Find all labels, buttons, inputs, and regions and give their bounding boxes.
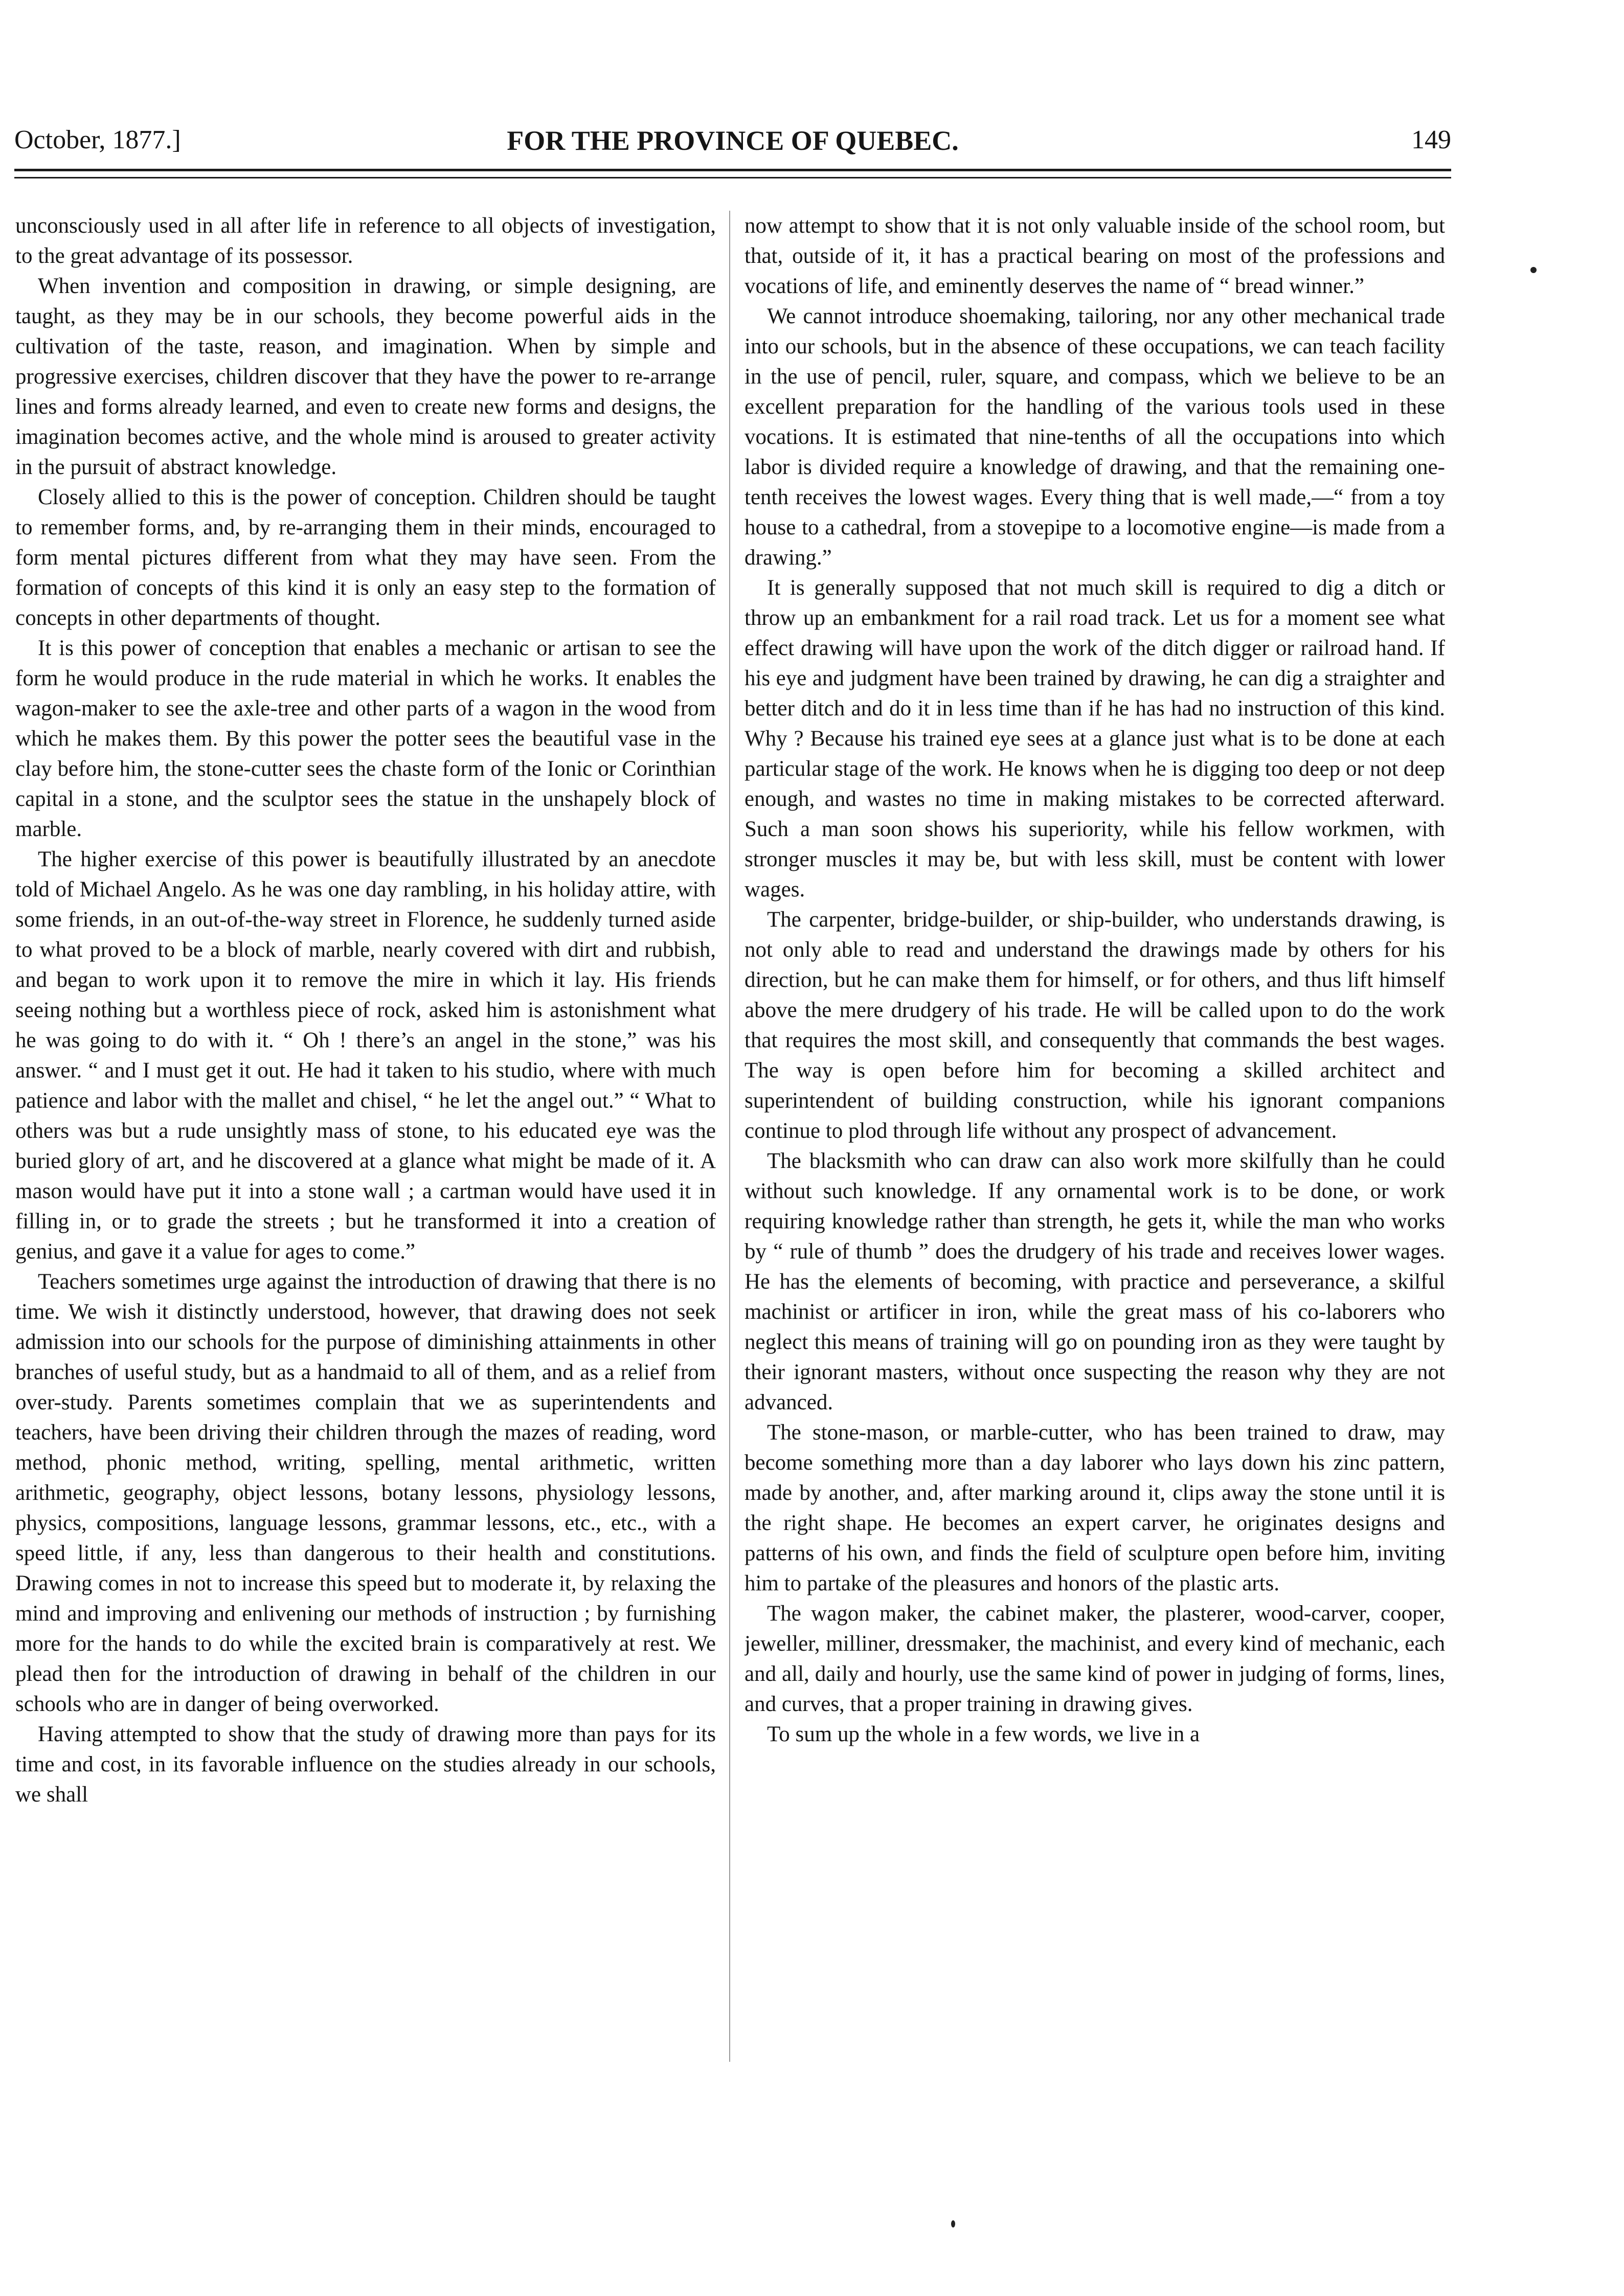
right-column <box>745 211 1445 2103</box>
right-paragraph: now attempt to show that it is not only valuable inside of the school room, but that, outside of it, it has a practical bearing on most of the professions and vocations of life, and eminently deserves the name of “ bread winner.” <box>745 214 1445 298</box>
left-paragraph: When invention and composition in drawing, or simple designing, are taught, as they may be in our schools, they become powerful aids in the cultivation of the taste, reason, and imagination. When by simple and progressive exercises, children discover that they have the power to re-arrange lines and forms already learned, and even to create new forms and designs, the imagination becomes active, and the whole mind is aroused to greater activity in the pursuit of abstract knowledge. <box>15 274 716 479</box>
running-header <box>14 116 1451 172</box>
right-paragraph: The carpenter, bridge-builder, or ship-builder, who understands drawing, is not only able to read and understand the drawings made by others for his direction, but he can make them for himself, or for others, and thus lift himself above the mere drudgery of his trade. He will be called upon to do the work that requires the most skill, and consequently that commands the best wages. The way is open before him for becoming a skilled architect and superintendent of building construction, while his ignorant companions continue to plod through life without any prospect of advancement. <box>745 908 1445 1143</box>
header-rule-thick <box>14 169 1451 171</box>
right-paragraph: The stone-mason, or marble-cutter, who has been trained to draw, may become something more than a day laborer who lays down his zinc pattern, made by another, and, after marking around it, clips away the stone until it is the right shape. He becomes an expert carver, he originates designs and patterns of his own, and finds the field of sculpture open before him, inviting him to partake of the pleasures and honors of the plastic arts. <box>745 1421 1445 1595</box>
ink-speck <box>951 2220 955 2227</box>
right-paragraph: We cannot introduce shoemaking, tailoring, nor any other mechanical trade into our schools, but in the absence of these occupations, we can teach facility in the use of pencil, ruler, square, and compass, which we believe to be an excellent preparation for the handling of the various tools used in these vocations. It is estimated that nine-tenths of all the occupations into which labor is divided require a knowledge of drawing, and that the remaining one-tenth receives the lowest wages. Every thing that is well made,—“ from a toy house to a cathedral, from a stovepipe to a locomotive engine—is made from a drawing.” <box>745 304 1445 570</box>
right-paragraph: To sum up the whole in a few words, we live in a <box>767 1722 1200 1746</box>
right-paragraph: It is generally supposed that not much skill is required to dig a ditch or throw up an embankment for a rail road track. Let us for a moment see what effect drawing will have upon the work of the ditch digger or railroad hand. If his eye and judgment have been trained by drawing, he can dig a straighter and better ditch and do it in less time than if he has had no instruction of this kind. Why ? Because his trained eye sees at a glance just what is to be done at each particular stage of the work. He knows when he is digging too deep or not deep enough, and wastes no time in making mistakes to be corrected afterward. Such a man soon shows his superiority, while his fellow workmen, with stronger muscles it may be, but with less skill, must be content with lower wages. <box>745 576 1445 902</box>
left-column <box>15 211 716 2103</box>
page-number: 149 <box>1411 125 1451 154</box>
left-paragraph: It is this power of conception that enables a mechanic or artisan to see the form he would produce in the rude material in which he works. It enables the wagon-maker to see the axle-tree and other parts of a wagon in the wood from which he makes them. By this power the potter sees the beautiful vase in the clay before him, the stone-cutter sees the chaste form of the Ionic or Corinthian capital in a stone, and the sculptor sees the statue in the unshapely block of marble. <box>15 636 716 841</box>
column-divider <box>729 211 730 2062</box>
header-rule-thin <box>14 177 1451 178</box>
ink-speck <box>1530 267 1537 273</box>
issue-date: October, 1877.] <box>14 125 181 154</box>
right-paragraph: The wagon maker, the cabinet maker, the plasterer, wood-carver, cooper, jeweller, milliner, dressmaker, the machinist, and every kind of mechanic, each and all, daily and hourly, use the same kind of power in judging of forms, lines, and curves, that a proper training in drawing gives. <box>745 1602 1445 1716</box>
left-paragraph: unconsciously used in all after life in reference to all objects of investigation, to the great advantage of its possessor. <box>15 214 716 268</box>
left-paragraph: The higher exercise of this power is beautifully illustrated by an anecdote told of Michael Angelo. As he was one day rambling, in his holiday attire, with some friends, in an out-of-the-way street in Florence, he suddenly turned aside to what proved to be a block of marble, nearly covered with dirt and rubbish, and began to work upon it to remove the mire in which it lay. His friends seeing nothing but a worthless piece of rock, asked him is astonishment what he was going to do with it. “ Oh ! there’s an angel in the stone,” was his answer. “ and I must get it out. He had it taken to his studio, where with much patience and labor with the mallet and chisel, “ he let the angel out.” “ What to others was but a rude unsightly mass of stone, to his educated eye was the buried glory of art, and he discovered at a glance what might be made of it. A mason would have put it into a stone wall ; a cartman would have used it in filling in, or to grade the streets ; but he transformed it into a creation of genius, and gave it a value for ages to come.” <box>15 847 716 1264</box>
left-paragraph: Closely allied to this is the power of conception. Children should be taught to remember forms, and, by re-arranging them in their minds, encouraged to form mental pictures different from what they may have seen. From the formation of concepts of this kind it is only an easy step to the formation of concepts in other departments of thought. <box>15 485 716 630</box>
right-paragraph: The blacksmith who can draw can also work more skilfully than he could without such knowledge. If any ornamental work is to be done, or work requiring knowledge rather than strength, he gets it, while the man who works by “ rule of thumb ” does the drudgery of his trade and receives lower wages. He has the elements of becoming, with practice and perseverance, a skilful machinist or artificer in iron, while the great mass of his co-laborers who neglect this means of training will go on pounding iron as they were taught by their ignorant masters, without once suspecting the reason why they are not advanced. <box>745 1149 1445 1414</box>
journal-running-title: FOR THE PROVINCE OF QUEBEC. <box>507 125 959 156</box>
left-paragraph: Teachers sometimes urge against the introduction of drawing that there is no time. We wish it distinctly understood, however, that drawing does not seek admission into our schools for the purpose of diminishing attainments in other branches of useful study, but as a handmaid to all of them, and as a relief from over-study. Parents sometimes complain that we as superintendents and teachers, have been driving their children through the mazes of reading, word method, phonic method, writing, spelling, mental arithmetic, written arithmetic, geography, object lessons, botany lessons, physiology lessons, physics, compositions, language lessons, grammar lessons, etc., etc., with a speed little, if any, less than dangerous to their health and constitutions. Drawing comes in not to increase this speed but to moderate it, by relaxing the mind and improving and enlivening our methods of instruction ; by furnishing more for the hands to do while the excited brain is comparatively at rest. We plead then for the introduction of drawing in behalf of the children in our schools who are in danger of being overworked. <box>15 1270 716 1716</box>
left-paragraph: Having attempted to show that the study of drawing more than pays for its time and cost, in its favorable influence on the studies already in our schools, we shall <box>15 1722 716 1807</box>
